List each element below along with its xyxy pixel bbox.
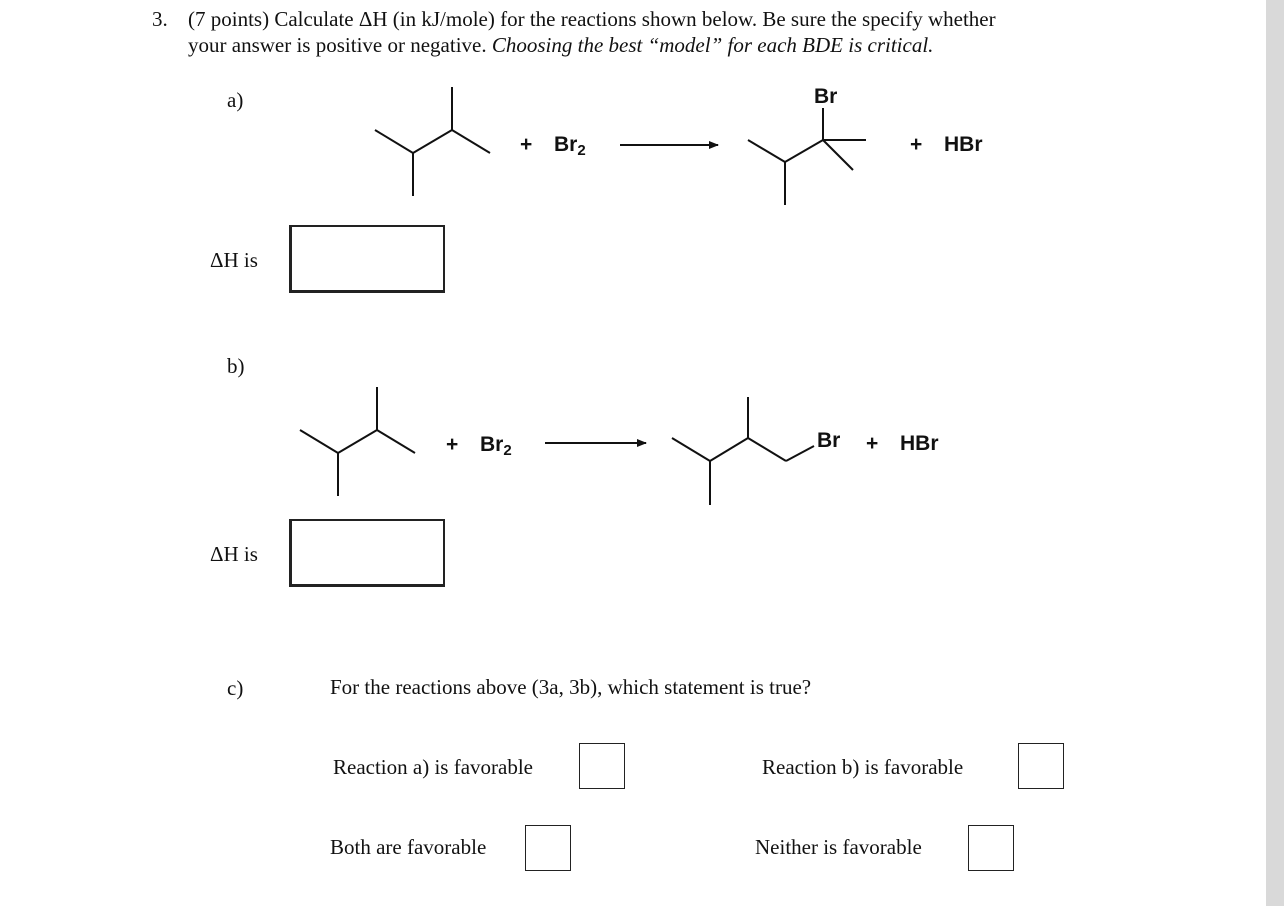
reactant-a-skeleton <box>375 87 490 196</box>
part-a-br2 <box>554 133 586 159</box>
part-a-plus-byproduct: + <box>910 133 923 156</box>
option-b-favorable-checkbox[interactable] <box>1018 743 1064 789</box>
part-a-label: a) <box>227 88 244 112</box>
part-a-hbr: HBr <box>944 133 983 156</box>
part-a-product-br: Br <box>814 85 838 108</box>
part-b-br2-symbol: Br <box>480 433 504 456</box>
part-a-dh-answer-box[interactable] <box>289 225 445 293</box>
part-b-hbr: HBr <box>900 432 939 455</box>
option-a-favorable-label: Reaction a) is favorable <box>333 755 533 779</box>
option-neither-label: Neither is favorable <box>755 835 922 859</box>
part-b-label: b) <box>227 354 245 378</box>
part-b-product-br: Br <box>817 429 841 452</box>
part-b-br2-subscript: 2 <box>503 442 512 459</box>
option-a-favorable-checkbox[interactable] <box>579 743 625 789</box>
part-b-plus-reagent: + <box>446 433 459 456</box>
part-b-dh-answer-box[interactable] <box>289 519 445 587</box>
option-both-checkbox[interactable] <box>525 825 571 871</box>
part-b-plus-byproduct: + <box>866 432 879 455</box>
part-a-br2-subscript: 2 <box>577 142 586 159</box>
question-sign-note: your answer is positive or negative. <box>188 33 487 57</box>
question-points: (7 points) <box>188 7 270 31</box>
part-a-dh-label: ΔH is <box>210 248 258 272</box>
question-number: 3. <box>152 7 168 31</box>
part-a-br2-symbol: Br <box>554 133 578 156</box>
option-b-favorable-label: Reaction b) is favorable <box>762 755 964 779</box>
part-c-prompt: For the reactions above (3a, 3b), which statement is true? <box>330 675 812 699</box>
product-b-skeleton <box>672 397 814 505</box>
part-b-br2 <box>480 433 512 459</box>
part-b-dh-label: ΔH is <box>210 542 258 566</box>
option-both-label: Both are favorable <box>330 835 487 859</box>
product-a-skeleton <box>748 108 866 205</box>
question-instruction: Calculate ΔH (in kJ/mole) for the reactions shown below. Be sure the specify whether <box>274 7 996 31</box>
reactant-b-skeleton <box>300 387 415 496</box>
question-model-note: Choosing the best “model” for each BDE is critical. <box>491 33 934 57</box>
option-neither-checkbox[interactable] <box>968 825 1014 871</box>
part-c-label: c) <box>227 676 244 700</box>
part-a-plus-reagent: + <box>520 133 533 156</box>
